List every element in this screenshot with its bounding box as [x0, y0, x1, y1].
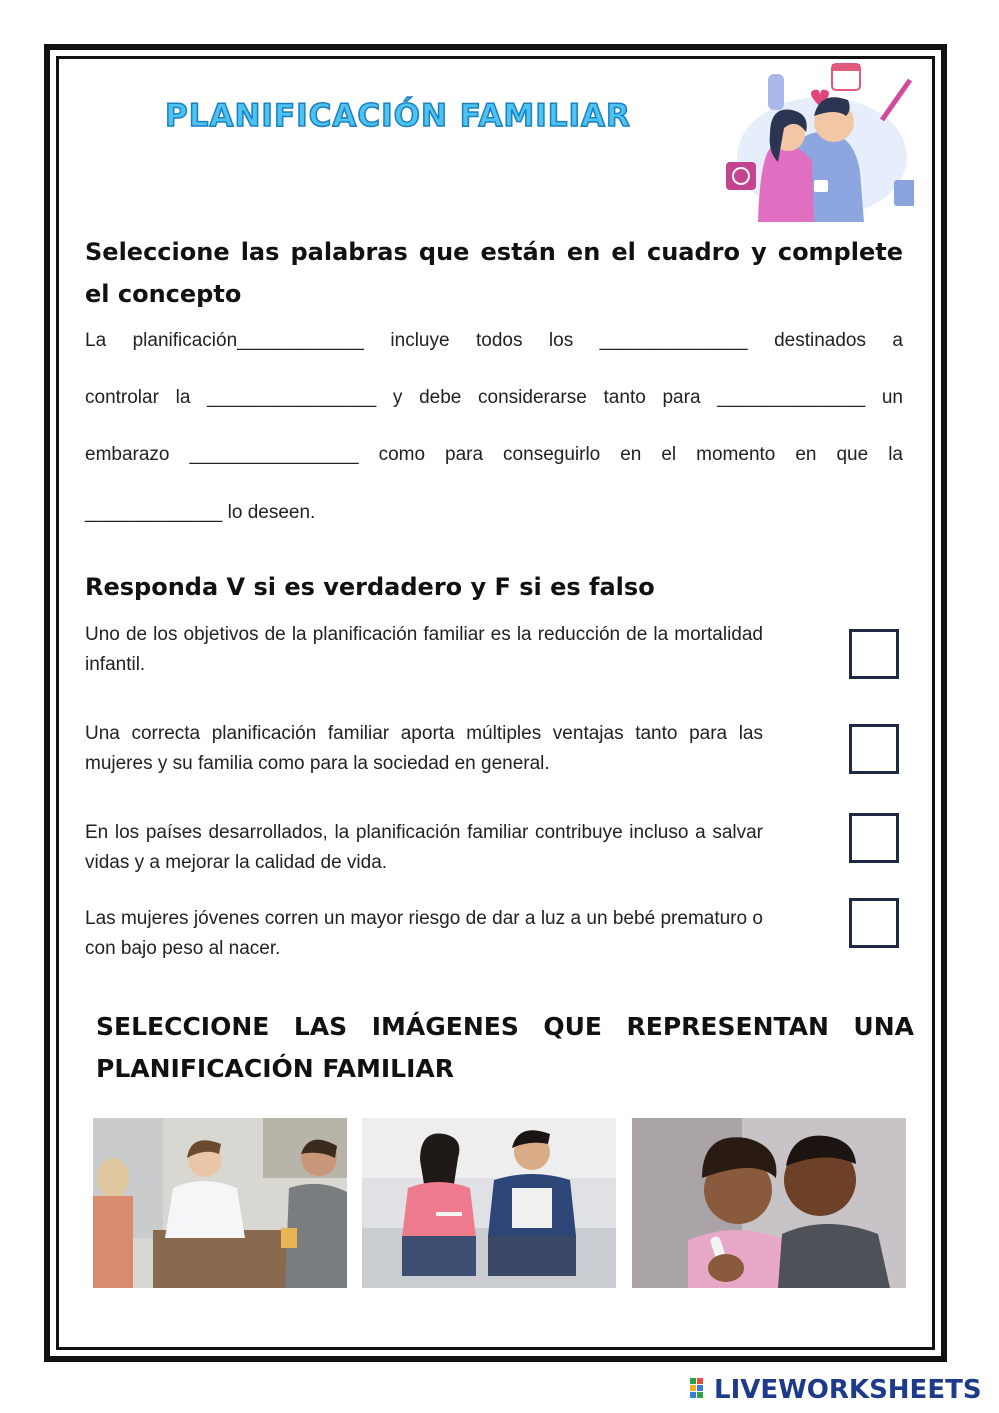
statement-3: En los países desarrollados, la planificación familiar contribuye incluso a salvar vidas y a mejorar la calidad de vida. [85, 822, 763, 873]
fill-blank-line-3: embarazo ________________ como para conseguirlo en el momento en que la [85, 444, 903, 465]
section2-heading: Responda V si es verdadero y F si es falso [85, 573, 655, 601]
answer-box-4[interactable] [849, 898, 899, 948]
fill-blank-line-2: controlar la ________________ y debe considerarse tanto para ______________ un [85, 387, 903, 408]
page-title: PLANIFICACIÓN FAMILIAR [165, 98, 631, 134]
fill-blank-line-4: _____________ lo deseen. [85, 502, 316, 523]
photo-doctor-consultation[interactable] [93, 1118, 347, 1288]
fill-blank-line-1: La planificación____________ incluye todos los ______________ destinados a [85, 330, 903, 351]
liveworksheets-logo-icon [690, 1378, 712, 1402]
liveworksheets-brand: LIVEWORKSHEETS [714, 1375, 982, 1405]
couple-illustration [722, 62, 914, 222]
answer-box-1[interactable] [849, 629, 899, 679]
statement-4: Las mujeres jóvenes corren un mayor riesgo de dar a luz a un bebé prematuro o con bajo peso al nacer. [85, 908, 763, 959]
section3-heading: SELECCIONE LAS IMÁGENES QUE REPRESENTAN UNA PLANIFICACIÓN FAMILIAR [96, 1012, 914, 1083]
section1-heading: Seleccione las palabras que están en el cuadro y complete el concepto [85, 238, 903, 308]
photo-worried-couple[interactable] [362, 1118, 616, 1288]
photo-happy-couple-test[interactable] [632, 1118, 906, 1288]
statement-2: Una correcta planificación familiar aporta múltiples ventajas tanto para las mujeres y su familia como para la sociedad en general. [85, 723, 763, 774]
answer-box-3[interactable] [849, 813, 899, 863]
statement-1: Uno de los objetivos de la planificación familiar es la reducción de la mortalidad infantil. [85, 624, 763, 675]
answer-box-2[interactable] [849, 724, 899, 774]
